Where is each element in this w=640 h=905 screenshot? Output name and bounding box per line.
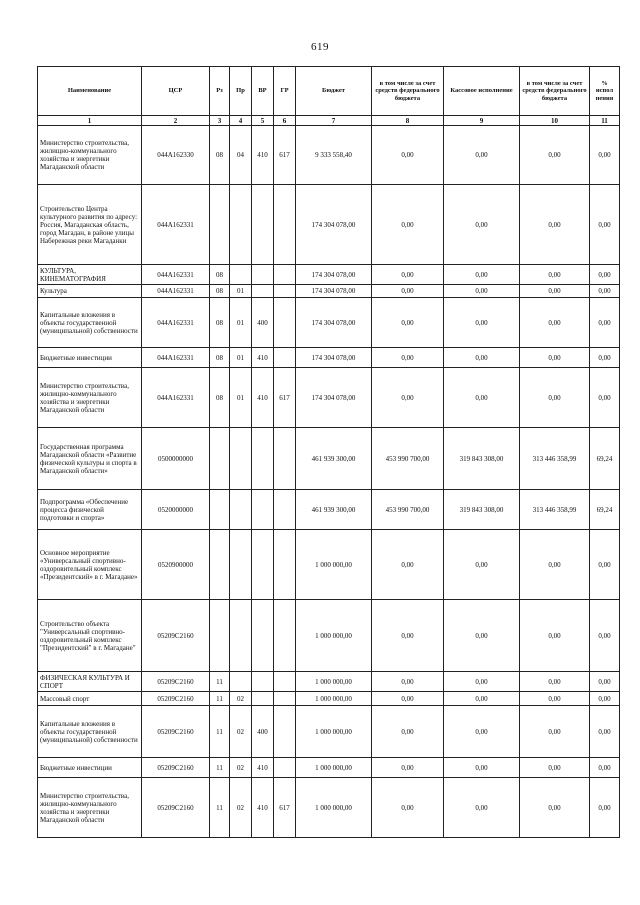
name-cell: Бюджетные инвестиции	[38, 758, 142, 778]
percent-cell: 0,00	[590, 126, 620, 185]
federal-execution-cell: 0,00	[520, 778, 590, 838]
federal-execution-cell: 0,00	[520, 126, 590, 185]
csr-cell: 044A162331	[142, 285, 210, 298]
column-index: 9	[444, 116, 520, 126]
pr-cell	[230, 265, 252, 285]
name-cell: Государственная программа Магаданской области «Развитие физической культуры и спорта в Магаданской области»	[38, 428, 142, 490]
rz-cell: 11	[210, 692, 230, 706]
vr-cell	[252, 600, 274, 672]
percent-cell: 0,00	[590, 530, 620, 600]
column-index: 7	[296, 116, 372, 126]
budget-table	[37, 66, 620, 838]
name-cell: Основное мероприятие «Универсальный спортивно-оздоровительный комплекс «Президентский» в г. Магадане»	[38, 530, 142, 600]
federal-budget-cell: 453 990 700,00	[372, 490, 444, 530]
header-row	[38, 67, 620, 116]
federal-execution-cell: 0,00	[520, 348, 590, 368]
table-row	[38, 778, 620, 838]
federal-budget-cell: 0,00	[372, 265, 444, 285]
header-cell: ВР	[252, 67, 274, 116]
csr-cell: 044A162331	[142, 368, 210, 428]
csr-cell: 05209C2160	[142, 778, 210, 838]
cash-execution-cell: 0,00	[444, 298, 520, 348]
pr-cell: 01	[230, 285, 252, 298]
name-cell: Министерство строительства, жилищно-коммунального хозяйства и энергетики Магаданской области	[38, 368, 142, 428]
cash-execution-cell: 0,00	[444, 758, 520, 778]
federal-execution-cell: 313 446 358,99	[520, 490, 590, 530]
percent-cell: 0,00	[590, 265, 620, 285]
percent-cell: 0,00	[590, 285, 620, 298]
percent-cell: 0,00	[590, 298, 620, 348]
percent-cell: 0,00	[590, 758, 620, 778]
table-row	[38, 285, 620, 298]
cash-execution-cell: 0,00	[444, 265, 520, 285]
pr-cell: 01	[230, 348, 252, 368]
percent-cell: 69,24	[590, 428, 620, 490]
rz-cell: 08	[210, 265, 230, 285]
percent-cell: 0,00	[590, 368, 620, 428]
csr-cell: 05209C2160	[142, 672, 210, 692]
name-cell: Массовый спорт	[38, 692, 142, 706]
cash-execution-cell: 0,00	[444, 778, 520, 838]
rz-cell: 08	[210, 285, 230, 298]
percent-cell: 0,00	[590, 600, 620, 672]
federal-budget-cell: 0,00	[372, 600, 444, 672]
federal-execution-cell: 0,00	[520, 600, 590, 672]
budget-cell: 174 304 078,00	[296, 298, 372, 348]
column-index: 8	[372, 116, 444, 126]
budget-cell: 174 304 078,00	[296, 368, 372, 428]
pr-cell	[230, 185, 252, 265]
federal-budget-cell: 0,00	[372, 706, 444, 758]
header-cell: ГР	[274, 67, 296, 116]
federal-budget-cell: 0,00	[372, 126, 444, 185]
gr-cell	[274, 706, 296, 758]
federal-execution-cell: 0,00	[520, 265, 590, 285]
cash-execution-cell: 0,00	[444, 600, 520, 672]
table-row	[38, 368, 620, 428]
percent-cell: 0,00	[590, 672, 620, 692]
vr-cell: 400	[252, 298, 274, 348]
name-cell: Министерство строительства, жилищно-коммунального хозяйства и энергетики Магаданской области	[38, 778, 142, 838]
column-index: 2	[142, 116, 210, 126]
name-cell: Подпрограмма «Обеспечение процесса физической подготовки и спорта»	[38, 490, 142, 530]
vr-cell: 410	[252, 758, 274, 778]
rz-cell	[210, 428, 230, 490]
cash-execution-cell: 0,00	[444, 672, 520, 692]
table-row	[38, 185, 620, 265]
name-cell: Строительство объекта "Универсальный спортивно-оздоровительный комплекс "Президентский" в г. Магадане"	[38, 600, 142, 672]
federal-budget-cell: 0,00	[372, 672, 444, 692]
federal-execution-cell: 0,00	[520, 672, 590, 692]
table-row	[38, 600, 620, 672]
budget-cell: 461 939 300,00	[296, 428, 372, 490]
cash-execution-cell: 319 843 308,00	[444, 490, 520, 530]
csr-cell: 05209C2160	[142, 600, 210, 672]
vr-cell	[252, 672, 274, 692]
cash-execution-cell: 0,00	[444, 692, 520, 706]
cash-execution-cell: 0,00	[444, 185, 520, 265]
pr-cell	[230, 490, 252, 530]
rz-cell: 08	[210, 126, 230, 185]
rz-cell	[210, 600, 230, 672]
table-row	[38, 298, 620, 348]
budget-cell: 1 000 000,00	[296, 692, 372, 706]
federal-execution-cell: 0,00	[520, 285, 590, 298]
vr-cell	[252, 530, 274, 600]
budget-cell: 174 304 078,00	[296, 265, 372, 285]
table-row	[38, 692, 620, 706]
header-cell: Кассовое исполнение	[444, 67, 520, 116]
name-cell: Культура	[38, 285, 142, 298]
pr-cell: 02	[230, 758, 252, 778]
rz-cell: 08	[210, 368, 230, 428]
table-row	[38, 265, 620, 285]
federal-budget-cell: 0,00	[372, 348, 444, 368]
vr-cell	[252, 285, 274, 298]
csr-cell: 05209C2160	[142, 758, 210, 778]
rz-cell: 08	[210, 348, 230, 368]
table-row	[38, 706, 620, 758]
gr-cell	[274, 672, 296, 692]
percent-cell: 0,00	[590, 348, 620, 368]
column-index: 4	[230, 116, 252, 126]
budget-cell: 174 304 078,00	[296, 285, 372, 298]
column-index: 11	[590, 116, 620, 126]
federal-execution-cell: 0,00	[520, 530, 590, 600]
vr-cell	[252, 692, 274, 706]
column-index: 10	[520, 116, 590, 126]
federal-budget-cell: 453 990 700,00	[372, 428, 444, 490]
gr-cell: 617	[274, 778, 296, 838]
federal-budget-cell: 0,00	[372, 530, 444, 600]
column-index: 6	[274, 116, 296, 126]
gr-cell	[274, 758, 296, 778]
rz-cell: 11	[210, 758, 230, 778]
name-cell: Капитальные вложения в объекты государственной (муниципальной) собственности	[38, 298, 142, 348]
vr-cell	[252, 490, 274, 530]
percent-cell: 0,00	[590, 706, 620, 758]
gr-cell	[274, 490, 296, 530]
budget-cell: 1 000 000,00	[296, 706, 372, 758]
vr-cell: 410	[252, 126, 274, 185]
percent-cell: 69,24	[590, 490, 620, 530]
header-cell: Наименование	[38, 67, 142, 116]
name-cell: Строительство Центра культурного развития по адресу: Россия, Магаданская область, город Магадан, в районе улицы Набережная реки Магаданки	[38, 185, 142, 265]
vr-cell: 410	[252, 368, 274, 428]
csr-cell: 044A162331	[142, 265, 210, 285]
pr-cell	[230, 428, 252, 490]
cash-execution-cell: 0,00	[444, 126, 520, 185]
vr-cell: 410	[252, 778, 274, 838]
table-row	[38, 126, 620, 185]
federal-execution-cell: 0,00	[520, 368, 590, 428]
pr-cell: 01	[230, 298, 252, 348]
csr-cell: 0520000000	[142, 490, 210, 530]
pr-cell: 02	[230, 706, 252, 758]
federal-execution-cell: 0,00	[520, 185, 590, 265]
gr-cell: 617	[274, 126, 296, 185]
gr-cell	[274, 285, 296, 298]
federal-budget-cell: 0,00	[372, 285, 444, 298]
gr-cell	[274, 692, 296, 706]
cash-execution-cell: 0,00	[444, 348, 520, 368]
name-cell: Бюджетные инвестиции	[38, 348, 142, 368]
csr-cell: 0500000000	[142, 428, 210, 490]
csr-cell: 05209C2160	[142, 706, 210, 758]
budget-cell: 174 304 078,00	[296, 185, 372, 265]
rz-cell	[210, 185, 230, 265]
pr-cell: 02	[230, 692, 252, 706]
federal-execution-cell: 0,00	[520, 758, 590, 778]
rz-cell: 11	[210, 672, 230, 692]
csr-cell: 044A162330	[142, 126, 210, 185]
cash-execution-cell: 319 843 308,00	[444, 428, 520, 490]
csr-cell: 044A162331	[142, 348, 210, 368]
cash-execution-cell: 0,00	[444, 530, 520, 600]
federal-budget-cell: 0,00	[372, 368, 444, 428]
percent-cell: 0,00	[590, 692, 620, 706]
csr-cell: 044A162331	[142, 298, 210, 348]
name-cell: Министерство строительства, жилищно-коммунального хозяйства и энергетики Магаданской области	[38, 126, 142, 185]
rz-cell: 08	[210, 298, 230, 348]
header-cell: ЦСР	[142, 67, 210, 116]
table-row	[38, 490, 620, 530]
cash-execution-cell: 0,00	[444, 706, 520, 758]
name-cell: ФИЗИЧЕСКАЯ КУЛЬТУРА И СПОРТ	[38, 672, 142, 692]
cash-execution-cell: 0,00	[444, 285, 520, 298]
header-cell: Бюджет	[296, 67, 372, 116]
gr-cell	[274, 428, 296, 490]
header-cell: % испол нения	[590, 67, 620, 116]
budget-cell: 461 939 300,00	[296, 490, 372, 530]
rz-cell: 11	[210, 778, 230, 838]
column-index: 1	[38, 116, 142, 126]
table-row	[38, 428, 620, 490]
rz-cell: 11	[210, 706, 230, 758]
vr-cell	[252, 428, 274, 490]
budget-cell: 1 000 000,00	[296, 530, 372, 600]
csr-cell: 05209C2160	[142, 692, 210, 706]
vr-cell: 410	[252, 348, 274, 368]
table-row	[38, 758, 620, 778]
name-cell: Капитальные вложения в объекты государственной (муниципальной) собственности	[38, 706, 142, 758]
cash-execution-cell: 0,00	[444, 368, 520, 428]
percent-cell: 0,00	[590, 778, 620, 838]
vr-cell: 400	[252, 706, 274, 758]
csr-cell: 044A162331	[142, 185, 210, 265]
column-index: 3	[210, 116, 230, 126]
vr-cell	[252, 265, 274, 285]
federal-execution-cell: 313 446 358,99	[520, 428, 590, 490]
rz-cell	[210, 530, 230, 600]
federal-execution-cell: 0,00	[520, 692, 590, 706]
budget-cell: 174 304 078,00	[296, 348, 372, 368]
pr-cell: 02	[230, 778, 252, 838]
csr-cell: 0520900000	[142, 530, 210, 600]
budget-cell: 1 000 000,00	[296, 600, 372, 672]
budget-cell: 1 000 000,00	[296, 672, 372, 692]
vr-cell	[252, 185, 274, 265]
name-cell: КУЛЬТУРА, КИНЕМАТОГРАФИЯ	[38, 265, 142, 285]
pr-cell	[230, 600, 252, 672]
percent-cell: 0,00	[590, 185, 620, 265]
header-cell: в том числе за счет средств федерального бюджета	[520, 67, 590, 116]
pr-cell: 04	[230, 126, 252, 185]
federal-budget-cell: 0,00	[372, 185, 444, 265]
pr-cell	[230, 672, 252, 692]
table-row	[38, 672, 620, 692]
federal-execution-cell: 0,00	[520, 706, 590, 758]
page-number: 619	[311, 41, 329, 53]
budget-cell: 1 000 000,00	[296, 778, 372, 838]
pr-cell: 01	[230, 368, 252, 428]
federal-budget-cell: 0,00	[372, 778, 444, 838]
federal-budget-cell: 0,00	[372, 692, 444, 706]
gr-cell	[274, 265, 296, 285]
gr-cell	[274, 185, 296, 265]
gr-cell: 617	[274, 368, 296, 428]
federal-execution-cell: 0,00	[520, 298, 590, 348]
header-cell: Пр	[230, 67, 252, 116]
gr-cell	[274, 348, 296, 368]
table-row	[38, 348, 620, 368]
federal-budget-cell: 0,00	[372, 758, 444, 778]
table-row	[38, 530, 620, 600]
budget-cell: 9 333 558,40	[296, 126, 372, 185]
column-index: 5	[252, 116, 274, 126]
rz-cell	[210, 490, 230, 530]
header-cell: Рз	[210, 67, 230, 116]
budget-cell: 1 000 000,00	[296, 758, 372, 778]
header-cell: в том числе за счет средств федерального бюджета	[372, 67, 444, 116]
federal-budget-cell: 0,00	[372, 298, 444, 348]
gr-cell	[274, 530, 296, 600]
pr-cell	[230, 530, 252, 600]
gr-cell	[274, 298, 296, 348]
column-index-row	[38, 116, 620, 126]
gr-cell	[274, 600, 296, 672]
